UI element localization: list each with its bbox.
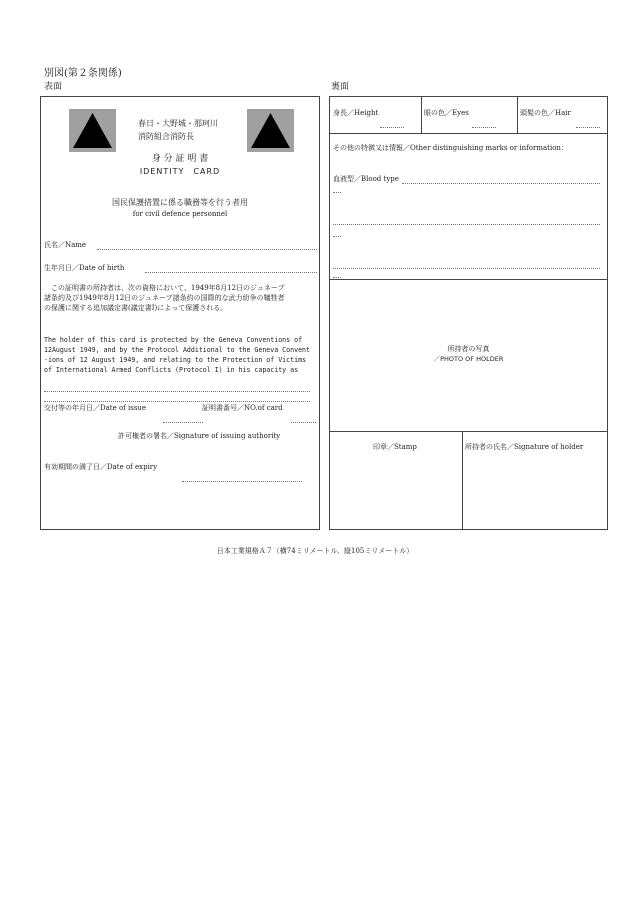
stamp-label: 印章／Stamp [373,443,417,451]
height-field[interactable] [380,127,404,128]
expiry-field[interactable] [182,481,302,482]
statement-en-line-1: The holder of this card is protected by the Geneva Conventions of [44,336,303,344]
issuer-line-2: 消防組合消防長 [138,132,194,141]
photo-label-en: ／PHOTO OF HOLDER [433,355,504,363]
capacity-field-line-2[interactable] [44,401,310,402]
page-title: 別図(第２条関係) [44,68,122,79]
statement-en-line-3: -ions of 12 August 1949, and relating to the Protection of Victims [44,356,307,364]
card-number-field[interactable] [291,422,316,423]
purpose-jp: 国民保護措置に係る職務等を行う者用 [112,198,248,207]
front-side-label: 表面 [44,82,63,92]
info-leader-2 [333,236,341,237]
purpose-en: for civil defence personnel [132,210,228,218]
other-marks-label: その他の特徴又は情報／Other distinguishing marks or information： [333,144,568,152]
statement-en-line-2: 12August 1949, and by the Protocol Additional to the Geneva Convent [44,346,310,354]
dob-label: 生年月日／Date of birth [44,264,125,272]
info-leader-1 [333,192,341,193]
blood-type-field[interactable] [402,183,600,184]
issuer-line-1: 春日・大野城・那珂川 [138,119,218,128]
name-field[interactable] [97,249,317,250]
hair-label: 頭髪の色／Hair [520,109,571,117]
back-card [329,96,608,530]
card-number-label: 証明書番号／NO.of card [202,404,283,412]
statement-jp-line-1: この証明書の所持者は、次の資格において、1949年8月12日のジュネーブ [44,284,285,292]
holder-signature-label: 所持者の氏名／Signature of holder [465,443,584,451]
hair-field[interactable] [576,127,600,128]
statement-jp-line-2: 諸条約及び1949年8月12日のジュネーブ諸条約の国際的な武力紛争の犠牲者 [44,294,285,302]
blood-type-label: 血液型／Blood type [333,175,399,183]
issue-date-field[interactable] [163,422,203,423]
issue-date-label: 交付等の年月日／Date of issue [44,404,147,412]
back-side-label: 裏面 [331,82,350,92]
name-label: 氏名／Name [44,241,87,249]
photo-label-jp: 所持者の写真 [447,345,490,353]
front-card [40,96,320,530]
card-title-en: IDENTITY CARD [139,167,221,176]
civil-defence-emblem-right-icon [247,109,294,152]
height-label: 身長／Height [333,109,379,117]
footer-note: 日本工業規格Ａ７（横74ミリメートル、縦105ミリメートル） [216,547,414,555]
statement-jp-line-3: の保護に関する追加議定書(議定書Ⅰ)によって保護される。 [44,304,228,312]
info-field-line-2[interactable] [333,268,600,269]
eyes-field[interactable] [472,127,496,128]
statement-en-line-4: of International Armed Conflicts (Protocol I) in his capacity as [44,366,299,374]
capacity-field-line-1[interactable] [44,391,310,392]
card-title-jp: 身 分 証 明 書 [151,154,209,164]
info-field-line-1[interactable] [333,224,600,225]
civil-defence-emblem-left-icon [69,109,116,152]
expiry-label: 有効期間の満了日／Date of expiry [44,463,158,471]
eyes-label: 眼の色／Eyes [424,109,469,117]
info-leader-3 [333,277,341,278]
dob-field[interactable] [145,272,317,273]
signature-authority-label: 許可権者の署名／Signature of issuing authority [118,432,281,440]
